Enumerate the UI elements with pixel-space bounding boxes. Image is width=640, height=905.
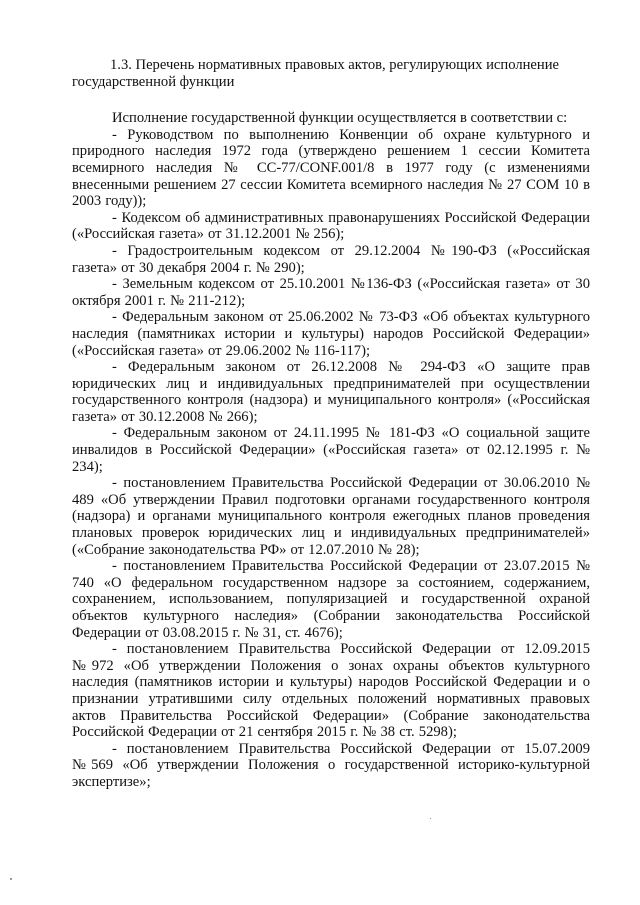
intro-paragraph: Исполнение государственной функции осуществляется в соответствии с:	[112, 110, 568, 127]
scan-speck	[10, 878, 12, 880]
legal-act-item: - Федеральным законом от 25.06.2002 № 73-ФЗ «Об объектах культурного наследия (памятниках истории и культуры) народов Российской Федерации» («Российская газета» от 29.06.2002 № 116-117);	[72, 309, 590, 359]
legal-act-item: - Руководством по выполнению Конвенции об охране культурного и природного наследия 1972 года (утверждено решением 1 сессии Комитета всемирного наследия № СС-77/CONF.001/8 в 1977 году (с изменениями внесенными решением 27 сессии Комитета всемирного наследия № 27 COM 10 в 2003 году));	[72, 126, 590, 210]
legal-act-item: - постановлением Правительства Российской Федерации от 12.09.2015 №972 «Об утверждении Положения о зонах охраны объектов культурного наследия (памятников истории и культуры) народов Российской Федерации и о признании утратившими силу отдельных положений нормативных правовых актов Правительства Российской Федерации» (Собрание законодательства Российской Федерации от 21 сентября 2015 г. № 38 ст. 5298);	[72, 641, 590, 741]
legal-act-item: - постановлением Правительства Российской Федерации от 30.06.2010 № 489 «Об утверждении Правил подготовки органами государственного контроля (надзора) и органами муниципального контроля ежегодных планов проведения плановых проверок юридических лиц и индивидуальных предпринимателей» («Собрание законодательства РФ» от 12.07.2010 № 28);	[72, 475, 590, 558]
legal-act-item: - Федеральным законом от 24.11.1995 № 181-ФЗ «О социальной защите инвалидов в Российской Федерации» («Российская газета» от 02.12.1995 г. № 234);	[72, 425, 590, 475]
legal-act-item: - постановлением Правительства Российской Федерации от 23.07.2015 № 740 «О федеральном государственном надзоре за состоянием, содержанием, сохранением, использованием, популяризацией и государственной охраной объектов культурного наследия» (Собрании законодательства Российской Федерации от 03.08.2015 г. № 31, ст. 4676);	[72, 558, 590, 641]
document-body	[72, 57, 590, 791]
legal-act-item: - Градостроительным кодексом от 29.12.2004 №190-ФЗ («Российская газета» от 30 декабря 2004 г. № 290);	[72, 242, 590, 276]
spacer	[72, 90, 590, 110]
scan-speck	[430, 818, 431, 819]
section-heading: 1.3. Перечень нормативных правовых актов, регулирующих исполнение государственной функции	[72, 57, 559, 90]
legal-act-item: - Кодексом об административных правонарушениях Российской Федерации («Российская газета» от 31.12.2001 № 256);	[72, 209, 590, 243]
legal-act-item: - Федеральным законом от 26.12.2008 № 294-ФЗ «О защите прав юридических лиц и индивидуальных предпринимателей при осуществлении государственного контроля (надзора) и муниципального контроля» («Российская газета» от 30.12.2008 № 266);	[72, 359, 590, 425]
legal-act-item: - постановлением Правительства Российской Федерации от 15.07.2009 №569 «Об утверждении Положения о государственной историко-культурной экспертизе»;	[72, 740, 590, 790]
legal-act-item: - Земельным кодексом от 25.10.2001 №136-ФЗ («Российская газета» от 30 октября 2001 г. № 211-212);	[72, 276, 590, 309]
